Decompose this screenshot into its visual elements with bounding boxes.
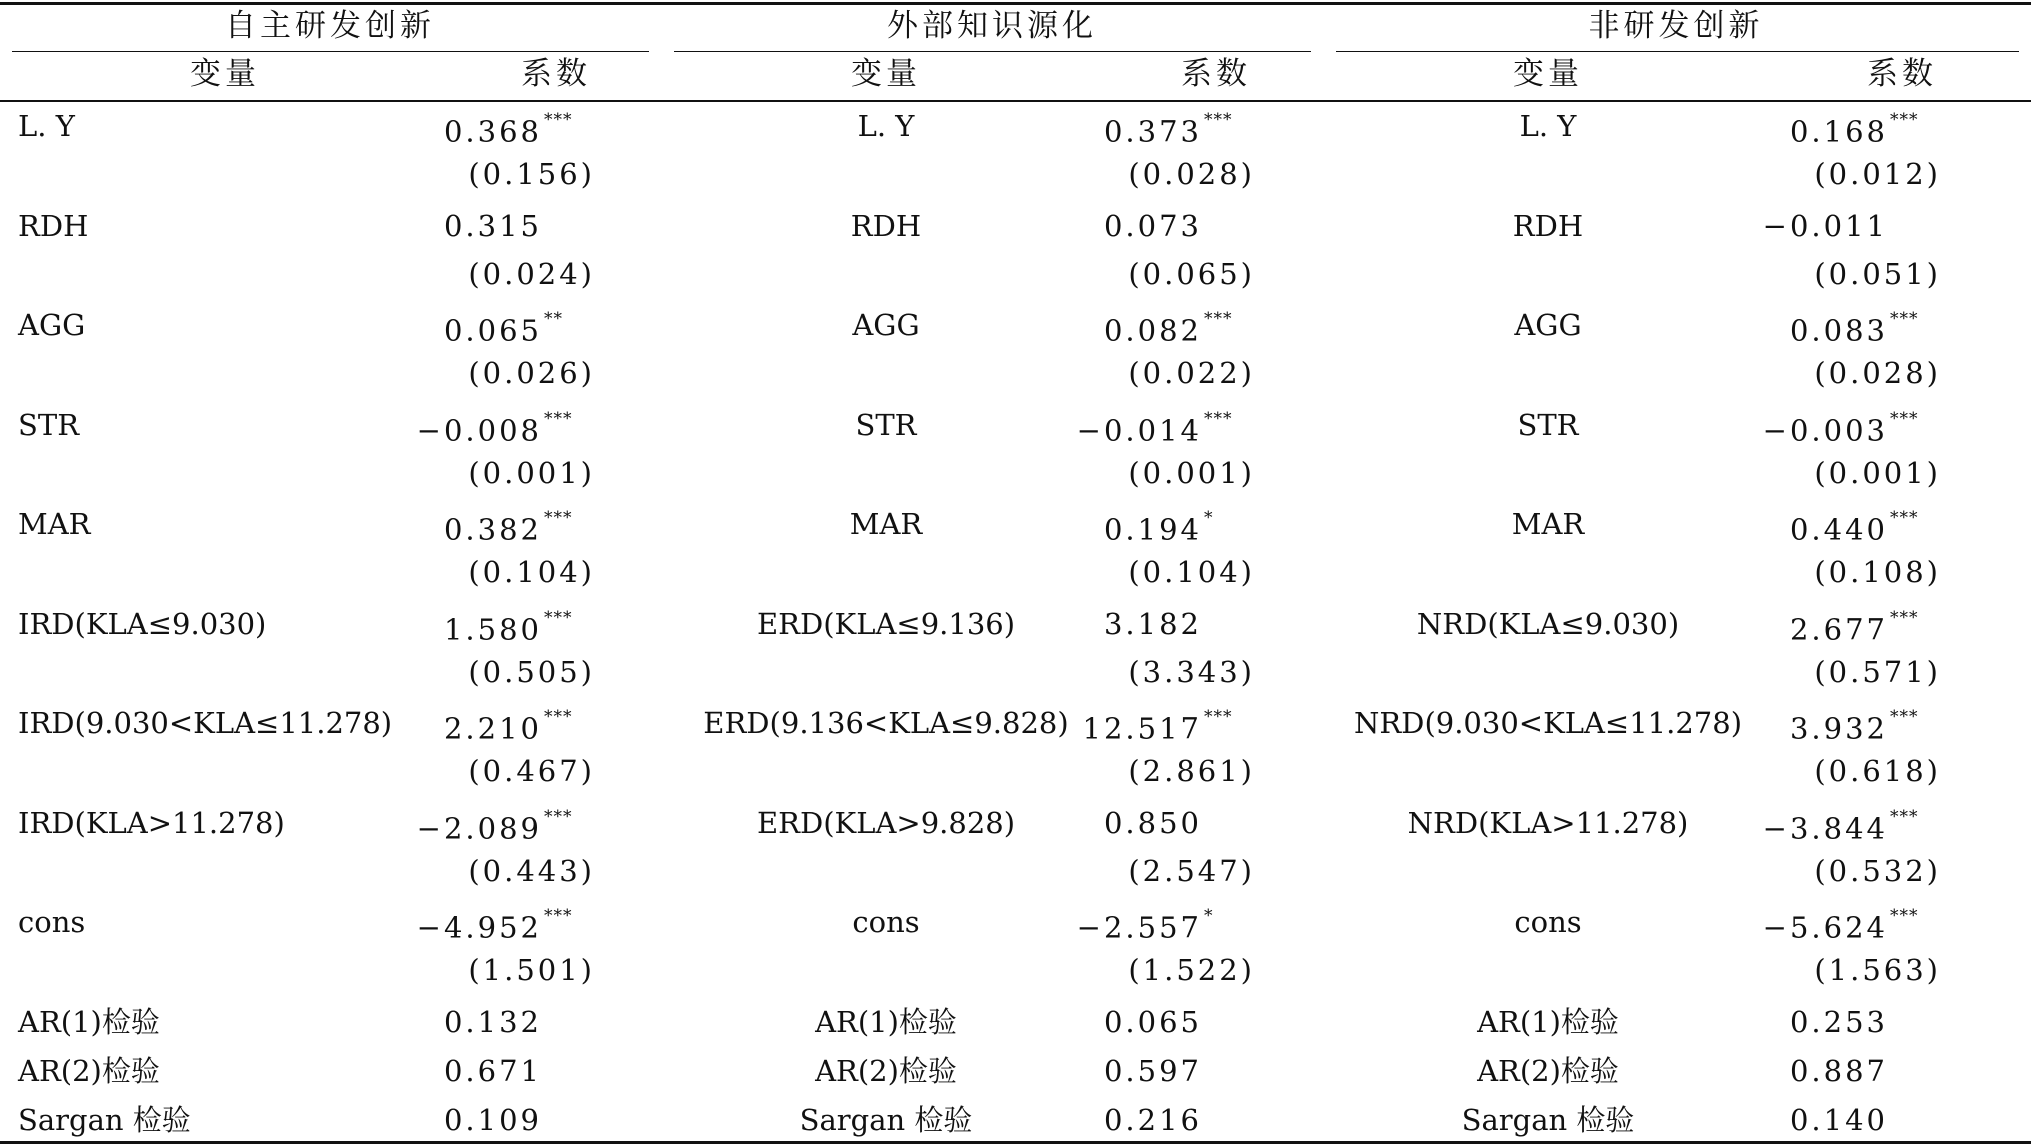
standard-error-value — [468, 753, 595, 789]
standard-error-number: (0.022) — [1128, 356, 1255, 390]
coefficient-number: −0.008 — [416, 413, 542, 448]
coefficient-number: −0.014 — [1076, 413, 1202, 448]
coef-header-1: 系数 — [521, 56, 591, 92]
significance-stars: * — [1204, 906, 1214, 926]
coefficient-value — [1104, 805, 1238, 841]
group-rule-2 — [674, 51, 1311, 52]
test-number: 0.671 — [443, 1054, 542, 1088]
standard-error-number: (0.443) — [468, 853, 595, 888]
var-header-1: 变量 — [190, 56, 260, 92]
variable-label: cons — [1514, 905, 1582, 939]
standard-error-value — [1128, 853, 1255, 889]
test-number: 0.140 — [1789, 1103, 1888, 1137]
test-label: AR(2)检验 — [815, 1054, 957, 1088]
coefficient-value — [444, 705, 578, 747]
standard-error-number: (0.104) — [1128, 555, 1255, 589]
coefficient-value — [1763, 805, 1924, 847]
standard-error-value — [468, 355, 595, 391]
standard-error-value — [1814, 753, 1941, 789]
standard-error-value — [468, 455, 595, 491]
variable-label: MAR — [849, 507, 923, 541]
coefficient-value — [1790, 108, 1924, 150]
standard-error-number: (0.108) — [1814, 555, 1941, 589]
variable-label: MAR — [1511, 507, 1585, 541]
significance-stars: *** — [1890, 607, 1919, 628]
standard-error-value — [1128, 952, 1255, 988]
coefficient-number: 0.082 — [1103, 313, 1202, 348]
test-value — [1790, 1102, 1924, 1138]
standard-error-value — [1814, 952, 1941, 988]
variable-label: STR — [855, 407, 917, 442]
group-rule-3 — [1336, 51, 2019, 52]
significance-stars: *** — [1890, 110, 1919, 130]
coefficient-value — [417, 904, 578, 946]
test-number: 0.132 — [443, 1005, 542, 1039]
significance-stars: *** — [544, 707, 573, 727]
coefficient-value — [1104, 108, 1238, 150]
coefficient-number: −0.011 — [1762, 208, 1888, 243]
variable-label: AGG — [1514, 308, 1582, 342]
variable-label: IRD(KLA≤9.030) — [18, 606, 267, 641]
significance-stars: *** — [544, 607, 573, 628]
coefficient-number: −4.952 — [416, 910, 542, 945]
significance-stars: *** — [1204, 707, 1233, 727]
standard-error-number: (0.104) — [468, 555, 595, 589]
significance-stars: *** — [1204, 110, 1233, 130]
variable-label: ERD(KLA>9.828) — [756, 805, 1016, 840]
coef-header-2: 系数 — [1181, 56, 1251, 92]
standard-error-number: (0.505) — [468, 654, 595, 689]
coefficient-value — [1077, 407, 1238, 449]
variable-label: AGG — [852, 308, 920, 342]
test-label: AR(2)检验 — [1477, 1054, 1619, 1088]
test-value — [1790, 1053, 1924, 1089]
standard-error-number: (0.532) — [1814, 853, 1941, 888]
standard-error-number: (0.051) — [1814, 256, 1941, 291]
significance-stars: *** — [1890, 707, 1919, 727]
coefficient-value — [1083, 705, 1238, 747]
coefficient-number: 3.932 — [1789, 711, 1888, 746]
test-label: AR(1)检验 — [18, 1005, 160, 1039]
coefficient-number: 0.440 — [1789, 512, 1888, 547]
standard-error-value — [1128, 455, 1255, 491]
standard-error-value — [1128, 654, 1255, 690]
test-label: AR(1)检验 — [815, 1005, 957, 1039]
standard-error-value — [1814, 853, 1941, 889]
coefficient-number: 12.517 — [1082, 711, 1202, 746]
significance-stars: *** — [544, 508, 573, 528]
variable-label: AGG — [18, 308, 86, 342]
standard-error-value — [1814, 554, 1941, 590]
top-rule — [0, 2, 2031, 5]
test-value — [1104, 1102, 1238, 1138]
standard-error-value — [468, 256, 595, 292]
significance-stars: *** — [1890, 806, 1919, 827]
standard-error-value — [1128, 753, 1255, 789]
coefficient-number: 2.210 — [443, 711, 542, 746]
variable-label: L. Y — [857, 109, 915, 143]
coefficient-value — [1104, 307, 1238, 349]
standard-error-number: (0.156) — [468, 157, 595, 191]
variable-label: STR — [18, 407, 80, 442]
test-number: 0.065 — [1103, 1005, 1202, 1039]
variable-label: L. Y — [18, 109, 75, 143]
coefficient-number: 0.368 — [443, 114, 542, 149]
standard-error-number: (0.618) — [1814, 754, 1941, 788]
coefficient-value — [1104, 208, 1238, 244]
variable-label: RDH — [18, 208, 89, 243]
standard-error-number: (0.028) — [1128, 157, 1255, 191]
coefficient-value — [444, 208, 578, 244]
coefficient-value — [1763, 904, 1924, 946]
variable-label: cons — [852, 905, 920, 939]
coefficient-number: 0.315 — [443, 208, 542, 243]
bottom-rule — [0, 1141, 2031, 1144]
variable-label: NRD(9.030<KLA≤11.278) — [1353, 706, 1743, 740]
coefficient-number: −0.003 — [1762, 413, 1888, 448]
test-label: Sargan 检验 — [1461, 1103, 1635, 1137]
standard-error-number: (0.001) — [1814, 455, 1941, 490]
variable-label: RDH — [850, 208, 922, 243]
header-rule — [0, 100, 2031, 102]
coefficient-value — [444, 108, 578, 150]
coefficient-number: 3.182 — [1103, 606, 1202, 641]
variable-label: ERD(9.136<KLA≤9.828) — [703, 706, 1069, 740]
test-number: 0.216 — [1103, 1103, 1202, 1137]
standard-error-value — [1128, 156, 1255, 192]
variable-label: cons — [18, 905, 86, 939]
significance-stars: *** — [1890, 508, 1919, 528]
test-label: AR(1)检验 — [1477, 1005, 1619, 1039]
significance-stars: *** — [1890, 309, 1919, 329]
test-label: Sargan 检验 — [799, 1103, 973, 1137]
standard-error-number: (1.563) — [1814, 953, 1941, 987]
test-number: 0.597 — [1103, 1054, 1202, 1088]
standard-error-value — [1128, 256, 1255, 292]
group-rule-1 — [12, 51, 649, 52]
coefficient-value — [1104, 606, 1238, 642]
standard-error-value — [468, 952, 595, 988]
test-value — [444, 1102, 578, 1138]
test-value — [1790, 1004, 1924, 1040]
standard-error-number: (0.065) — [1128, 256, 1255, 291]
variable-label: ERD(KLA≤9.136) — [756, 606, 1016, 641]
coefficient-value — [444, 307, 578, 349]
group-title-1: 自主研发创新 — [225, 8, 435, 44]
coefficient-value — [1763, 208, 1924, 244]
standard-error-value — [468, 156, 595, 192]
standard-error-number: (2.861) — [1128, 754, 1255, 788]
standard-error-value — [1814, 455, 1941, 491]
standard-error-number: (0.001) — [1128, 455, 1255, 490]
standard-error-number: (0.026) — [468, 356, 595, 390]
coefficient-number: 0.373 — [1103, 114, 1202, 149]
coefficient-number: −3.844 — [1762, 811, 1888, 846]
test-label: AR(2)检验 — [18, 1054, 160, 1088]
standard-error-value — [468, 654, 595, 690]
var-header-3: 变量 — [1513, 56, 1583, 92]
coefficient-value — [417, 805, 578, 847]
standard-error-value — [468, 853, 595, 889]
standard-error-value — [1814, 156, 1941, 192]
standard-error-number: (3.343) — [1128, 654, 1255, 689]
significance-stars: *** — [544, 806, 573, 827]
significance-stars: *** — [1204, 309, 1233, 329]
significance-stars: ** — [544, 309, 563, 329]
standard-error-number: (0.467) — [468, 754, 595, 788]
significance-stars: *** — [544, 408, 573, 429]
test-number: 0.109 — [443, 1103, 542, 1137]
coefficient-number: 0.083 — [1789, 313, 1888, 348]
standard-error-number: (1.522) — [1128, 953, 1255, 987]
test-value — [444, 1004, 578, 1040]
coefficient-value — [1077, 904, 1238, 946]
coefficient-value — [1790, 506, 1924, 548]
coefficient-number: 0.073 — [1103, 208, 1202, 243]
coef-header-3: 系数 — [1867, 56, 1937, 92]
coefficient-number: 0.850 — [1103, 805, 1202, 840]
coefficient-number: 2.677 — [1789, 612, 1888, 647]
variable-label: L. Y — [1519, 109, 1577, 143]
variable-label: IRD(KLA>11.278) — [18, 805, 285, 840]
variable-label: IRD(9.030<KLA≤11.278) — [18, 706, 393, 740]
coefficient-number: 1.580 — [443, 612, 542, 647]
coefficient-value — [417, 407, 578, 449]
significance-stars: *** — [1204, 408, 1233, 429]
standard-error-number: (0.571) — [1814, 654, 1941, 689]
standard-error-number: (0.024) — [468, 256, 595, 291]
var-header-2: 变量 — [851, 56, 921, 92]
coefficient-value — [1790, 705, 1924, 747]
standard-error-number: (0.012) — [1814, 157, 1941, 191]
coefficient-number: 0.065 — [443, 313, 542, 348]
coefficient-value — [1763, 407, 1924, 449]
significance-stars: *** — [1890, 408, 1919, 429]
standard-error-number: (2.547) — [1128, 853, 1255, 888]
standard-error-number: (1.501) — [468, 953, 595, 987]
coefficient-number: 0.168 — [1789, 114, 1888, 149]
group-title-2: 外部知识源化 — [887, 8, 1097, 44]
variable-label: MAR — [18, 507, 91, 541]
test-number: 0.253 — [1789, 1005, 1888, 1039]
coefficient-value — [444, 506, 578, 548]
coefficient-value — [1790, 307, 1924, 349]
standard-error-number: (0.028) — [1814, 356, 1941, 390]
test-label: Sargan 检验 — [18, 1103, 191, 1137]
variable-label: NRD(KLA≤9.030) — [1416, 606, 1680, 641]
coefficient-value — [1790, 606, 1924, 648]
test-value — [1104, 1004, 1238, 1040]
standard-error-value — [1814, 256, 1941, 292]
coefficient-number: −2.089 — [416, 811, 542, 846]
standard-error-value — [468, 554, 595, 590]
standard-error-number: (0.001) — [468, 455, 595, 490]
significance-stars: * — [1204, 508, 1214, 528]
significance-stars: *** — [1890, 906, 1919, 926]
standard-error-value — [1814, 355, 1941, 391]
test-value — [1104, 1053, 1238, 1089]
standard-error-value — [1128, 355, 1255, 391]
significance-stars: *** — [544, 906, 573, 926]
significance-stars: *** — [544, 110, 573, 130]
group-title-3: 非研发创新 — [1588, 8, 1764, 44]
test-value — [444, 1053, 578, 1089]
coefficient-value — [444, 606, 578, 648]
variable-label: NRD(KLA>11.278) — [1407, 805, 1689, 840]
coefficient-number: −2.557 — [1076, 910, 1202, 945]
coefficient-number: 0.194 — [1103, 512, 1202, 547]
coefficient-number: 0.382 — [443, 512, 542, 547]
variable-label: RDH — [1512, 208, 1584, 243]
coefficient-value — [1104, 506, 1238, 548]
standard-error-value — [1814, 654, 1941, 690]
standard-error-value — [1128, 554, 1255, 590]
coefficient-number: −5.624 — [1762, 910, 1888, 945]
test-number: 0.887 — [1789, 1054, 1888, 1088]
variable-label: STR — [1517, 407, 1579, 442]
